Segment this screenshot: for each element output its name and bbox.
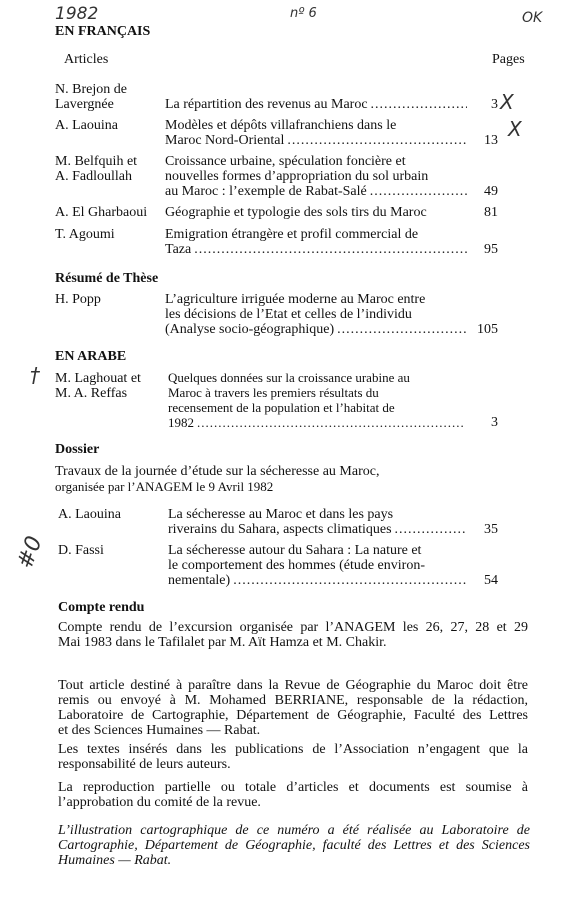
- article-author: A. Laouina: [55, 118, 118, 133]
- article-title: Géographie et typologie des sols tirs du Maroc: [165, 205, 427, 220]
- section-heading-french: EN FRANÇAIS: [55, 24, 151, 39]
- article-page: 49: [484, 184, 498, 199]
- dossier-heading: Dossier: [55, 442, 100, 457]
- handwritten-year: 1982: [55, 4, 99, 24]
- dossier-intro: Travaux de la journée d’étude sur la sécheresse au Maroc,: [55, 464, 380, 479]
- articles-label: Articles: [64, 52, 109, 67]
- resume-heading: Résumé de Thèse: [55, 271, 159, 286]
- article-author: N. Brejon de Lavergnée: [55, 82, 127, 112]
- resume-author: H. Popp: [55, 292, 101, 307]
- reproduction-notice: La reproduction partielle ou totale d’articles et documents est soumise à l’approbation du comité de la revue.: [58, 780, 528, 810]
- pages-label: Pages: [492, 52, 525, 67]
- arabic-article-title: Quelques données sur la croissance urabine au Maroc à travers les premiers résultats du recensement de la population et l’habitat de 1982 .....: [168, 370, 468, 430]
- article-title: Croissance urbaine, spéculation foncière et nouvelles formes d’appropriation du sol urbain au Maroc : l’exemple de Rabat-Salé .....: [165, 154, 470, 199]
- resume-page: 105: [477, 322, 498, 337]
- dossier-page: 54: [484, 573, 498, 588]
- article-page: 95: [484, 242, 498, 257]
- article-title: Emigration étrangère et profil commercial de Taza .....: [165, 227, 470, 257]
- dossier-title: La sécheresse au Maroc et dans les pays riverains du Sahara, aspects climatiques .....: [168, 507, 470, 537]
- handwritten-margin-mark: †: [30, 363, 40, 387]
- dossier-title: La sécheresse autour du Sahara : La nature et le comportement des hommes (étude environ- nementale) .....: [168, 543, 470, 588]
- compte-rendu-heading: Compte rendu: [58, 600, 145, 615]
- submission-notice: Tout article destiné à paraître dans la Revue de Géographie du Maroc doit être remis ou envoyé à M. Mohamed BERRIANE, responsable de la rédaction, Laboratoire de Cartographie, Département de Géographie, Faculté des Lettres et des Sciences Humaines — Rabat.: [58, 678, 528, 738]
- article-page: 3: [491, 97, 498, 112]
- dossier-intro: organisée par l’ANAGEM le 9 Avril 1982: [55, 479, 274, 494]
- handwritten-mark-x: X: [500, 90, 514, 114]
- dossier-author: D. Fassi: [58, 543, 104, 558]
- article-author: M. Belfquih et A. Fadloullah: [55, 154, 138, 184]
- section-heading-arabic: EN ARABE: [55, 349, 127, 364]
- resume-title: L’agriculture irriguée moderne au Maroc entre les décisions de l’Etat et celles de l’individu (Analyse socio-géographique) .....: [165, 292, 470, 337]
- handwritten-ok: OK: [522, 10, 543, 26]
- responsibility-notice: Les textes insérés dans les publications de l’Association n’engagent que la responsabilité de leurs auteurs.: [58, 742, 528, 772]
- handwritten-margin-number: #0: [12, 532, 48, 573]
- handwritten-mark-x: X: [508, 117, 522, 141]
- article-page: 81: [484, 205, 498, 220]
- dossier-page: 35: [484, 522, 498, 537]
- article-title: La répartition des revenus au Maroc .....: [165, 97, 470, 112]
- arabic-article-author: M. Laghouat et M. A. Reffas: [55, 371, 141, 401]
- compte-rendu-text: Compte rendu de l’excursion organisée par l’ANAGEM les 26, 27, 28 et 29 Mai 1983 dans le Tafilalet par M. Aït Hamza et M. Chakir.: [58, 620, 528, 650]
- article-author: A. El Gharbaoui: [55, 205, 148, 220]
- article-author: T. Agoumi: [55, 227, 115, 242]
- cartography-credit: L’illustration cartographique de ce numéro a été réalisée au Laboratoire de Cartographie, Département de Géographie, faculté des Lettres et des Sciences Humaines — Rabat.: [58, 823, 530, 868]
- arabic-article-page: 3: [491, 415, 498, 430]
- dossier-author: A. Laouina: [58, 507, 121, 522]
- article-title: Modèles et dépôts villafranchiens dans le Maroc Nord-Oriental .....: [165, 118, 470, 148]
- article-page: 13: [484, 133, 498, 148]
- handwritten-issue-number: nº 6: [290, 6, 317, 21]
